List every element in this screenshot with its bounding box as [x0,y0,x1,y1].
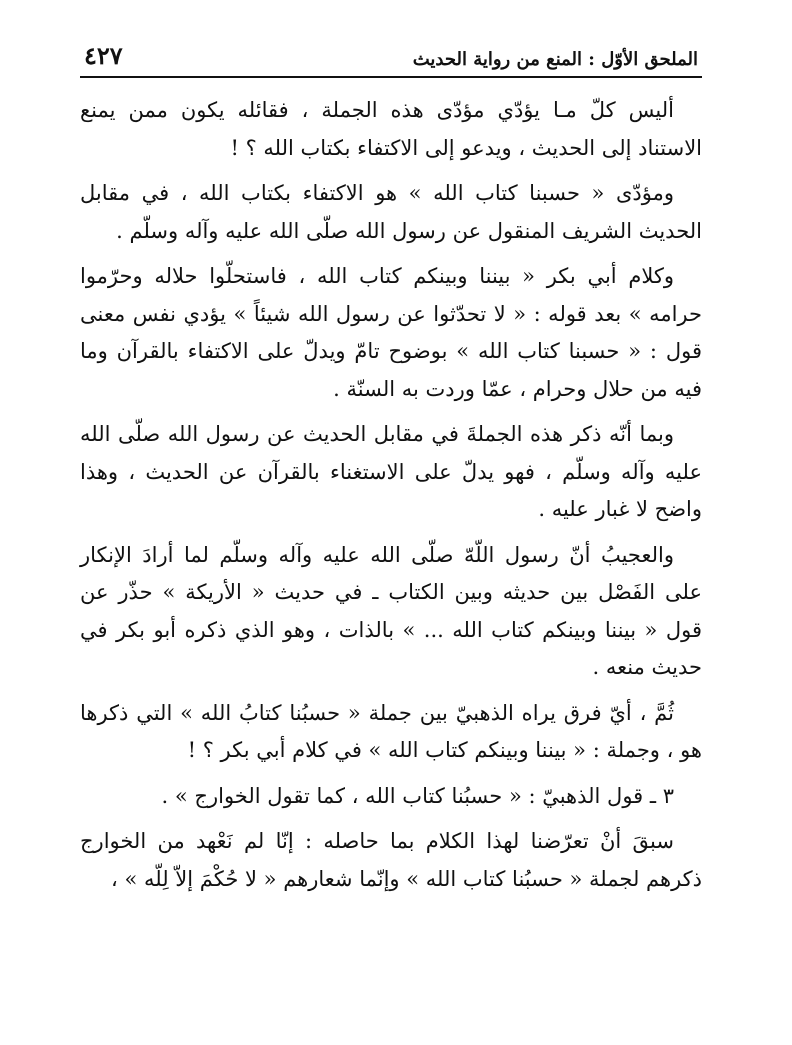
paragraph-8: سبقَ أنْ تعرّضنا لهذا الكلام بما حاصله : إنّا لم نَعْهد من الخوارج ذكرهم لجملة « حسبُنا كتاب الله » وإنّما شعارهم « لا حُكْمَ إلاّ لِلّه » ، [80,829,702,891]
paragraph-5: والعجيبُ أنّ رسول اللّهّ صلّى الله عليه وآله وسلّم لما أرادَ الإنكار على الفَصْل بين حديثه وبين الكتاب ـ في حديث « الأريكة » حذّر عن قول « بيننا وبينكم كتاب الله ... » بالذات ، وهو الذي ذكره أبو بكر في حديث منعه . [80,542,702,679]
paragraph-6: ثُمَّ ، أيّ فرق يراه الذهبيّ بين جملة « حسبُنا كتابُ الله » التي ذكرها هو ، وجملة : « بيننا وبينكم كتاب الله » في كلام أبي بكر ؟ ! [80,700,702,762]
page-number: ٤٢٧ [84,41,123,70]
body-text [80,92,702,898]
running-head [80,30,702,78]
header-title: الملحق الأوّل : المنع من رواية الحديث [412,49,698,70]
paragraph-4: وبما أنّه ذكر هذه الجملةَ في مقابل الحديث عن رسول الله صلّى الله عليه وآله وسلّم ، فهو يدلّ على الاستغناء بالقرآن عن الحديث ، وهذا واضح لا غبار عليه . [80,422,702,521]
paragraph-3: وكلام أبي بكر « بيننا وبينكم كتاب الله ، فاستحلّوا حلاله وحرّموا حرامه » بعد قوله : « لا تحدّثوا عن رسول الله شيئاً » يؤدي نفس معنى قول : « حسبنا كتاب الله » بوضوح تامّ ويدلّ على الاكتفاء بالقرآن وما فيه من حلال وحرام ، عمّا وردت به السنّة . [80,264,702,401]
paragraph-2: ومؤدّى « حسبنا كتاب الله » هو الاكتفاء بكتاب الله ، في مقابل الحديث الشريف المنقول عن رسول الله صلّى الله عليه وآله وسلّم . [80,181,702,243]
paragraph-7: ٣ ـ قول الذهبيّ : « حسبُنا كتاب الله ، كما تقول الخوارج » . [161,783,674,808]
book-page [80,30,702,1025]
paragraph-1: أليس كلّ مـا يؤدّي مؤدّى هذه الجملة ، فقائله يكون ممن يمنع الاستناد إلى الحديث ، ويدعو إلى الاكتفاء بكتاب الله ؟ ! [80,98,702,160]
